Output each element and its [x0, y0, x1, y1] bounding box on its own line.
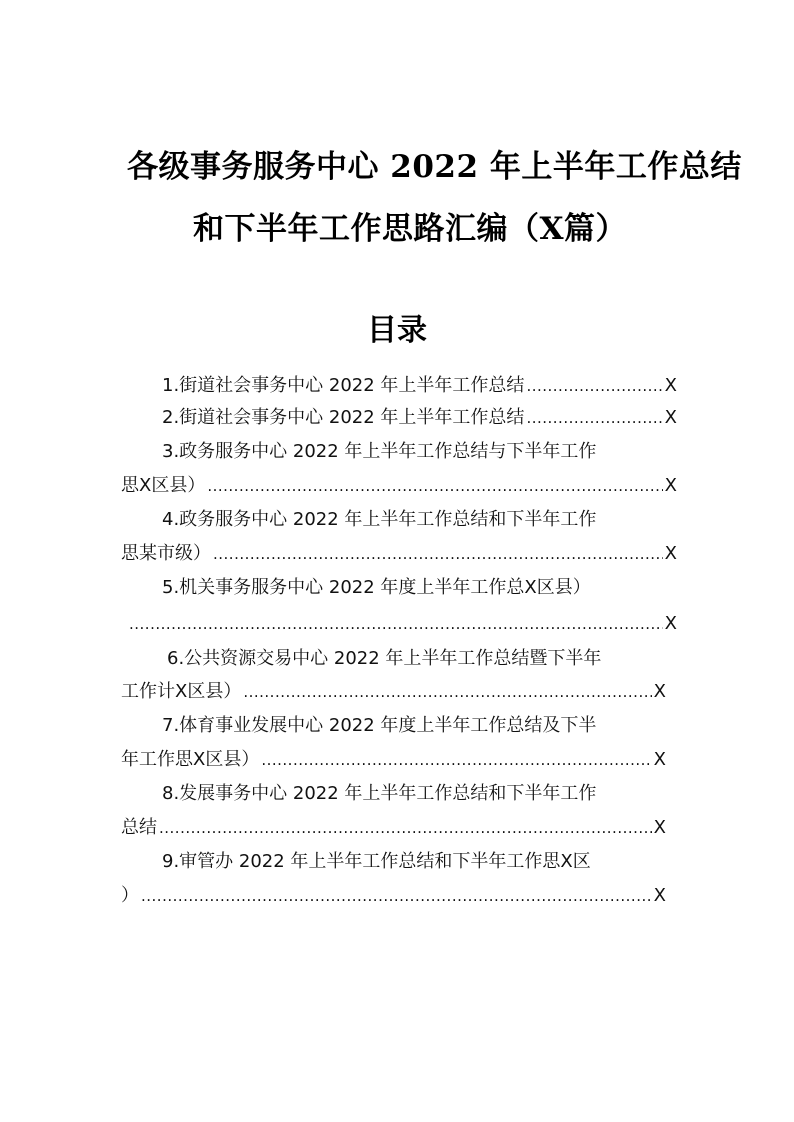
toc-entry-9-line1[interactable]	[162, 846, 677, 878]
toc-entry-7-line2[interactable]	[121, 744, 666, 776]
toc-page-number: X	[664, 475, 677, 496]
dot-leader	[207, 470, 662, 502]
dot-leader	[159, 812, 652, 844]
toc-page-number: X	[653, 749, 666, 770]
toc-page-number: X	[664, 613, 677, 634]
toc-entry-7-line1[interactable]	[162, 710, 677, 742]
toc-page-number: X	[664, 407, 677, 428]
toc-entry-4-line2[interactable]	[121, 538, 677, 570]
toc-entry-1[interactable]	[162, 370, 677, 402]
toc-entry-8-line1[interactable]	[162, 778, 677, 810]
toc-entry-6-line1[interactable]	[167, 643, 677, 675]
toc-entry-3-line1[interactable]	[162, 436, 677, 468]
toc-entry-5-line1[interactable]	[162, 572, 677, 604]
toc-entry-text: 5.机关事务服务中心 2022 年度上半年工作总X区县）	[162, 577, 591, 598]
toc-entry-text: 9.审管办 2022 年上半年工作总结和下半年工作思X区	[162, 851, 591, 872]
toc-entry-text: 3.政务服务中心 2022 年上半年工作总结与下半年工作	[162, 441, 597, 462]
toc-page-number: X	[653, 681, 666, 702]
dot-leader	[213, 538, 663, 570]
toc-entry-text: 思某市级）	[121, 543, 211, 564]
toc-entry-9-line2[interactable]	[121, 880, 666, 912]
toc-entry-text: 8.发展事务中心 2022 年上半年工作总结和下半年工作	[162, 783, 597, 804]
toc-page-number: X	[664, 543, 677, 564]
dot-leader	[243, 676, 651, 708]
toc-heading: 目录	[367, 313, 427, 348]
toc-entry-text: 思X区县）	[121, 475, 206, 496]
toc-page-number: X	[653, 817, 666, 838]
dot-leader	[526, 402, 662, 434]
document-title-line1: 各级事务服务中心 2022 年上半年工作总结	[127, 149, 742, 185]
toc-entry-text: ）	[121, 885, 139, 906]
document-title-line2: 和下半年工作思路汇编（X篇）	[193, 211, 628, 247]
dot-leader	[526, 370, 662, 402]
toc-entry-5-line2[interactable]	[127, 608, 677, 640]
toc-entry-text: 工作计X区县）	[121, 681, 242, 702]
toc-entry-text: 7.体育事业发展中心 2022 年度上半年工作总结及下半	[162, 715, 597, 736]
toc-entry-text: 4.政务服务中心 2022 年上半年工作总结和下半年工作	[162, 509, 597, 530]
toc-entry-text: 2.街道社会事务中心 2022 年上半年工作总结	[162, 407, 525, 428]
toc-entry-text: 总结	[121, 817, 157, 838]
toc-entry-4-line1[interactable]	[162, 504, 677, 536]
dot-leader	[261, 744, 651, 776]
toc-entry-8-line2[interactable]	[121, 812, 666, 844]
dot-leader	[129, 608, 663, 640]
toc-entry-text: 年工作思X区县）	[121, 749, 260, 770]
dot-leader	[141, 880, 652, 912]
toc-entry-6-line2[interactable]	[121, 676, 666, 708]
toc-entry-3-line2[interactable]	[121, 470, 677, 502]
toc-entry-text: 1.街道社会事务中心 2022 年上半年工作总结	[162, 375, 525, 396]
toc-page-number: X	[653, 885, 666, 906]
toc-entry-text: 6.公共资源交易中心 2022 年上半年工作总结暨下半年	[167, 648, 602, 669]
toc-page-number: X	[664, 375, 677, 396]
toc-entry-2[interactable]	[162, 402, 677, 434]
